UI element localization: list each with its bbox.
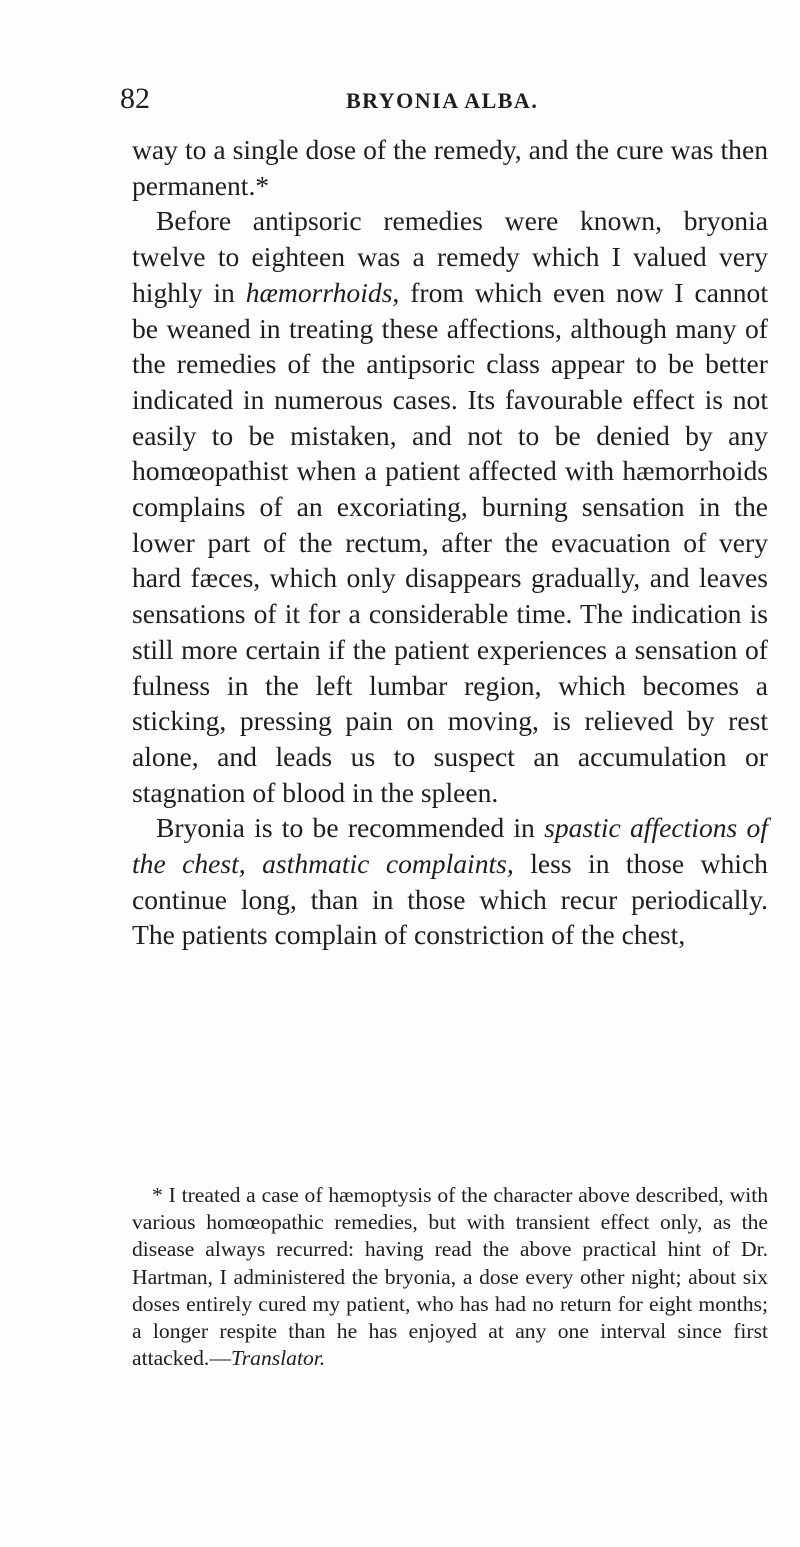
paragraph-3-text-b: less in those which continue long, than in those which recur periodically. The patients complain of constriction of the chest, [132,848,768,951]
paragraph-2-text-b: from which even now I cannot be weaned in treating these affections, although many of the remedies of the antipsoric class appear to be better indicated in numerous cases. Its favourable effect is not easily to be mistaken, and not to be denied by any homœopathist when a patient affected with hæmorrhoids complains of an excoriating, burning sensation in the lower part of the rectum, after the evacuation of very hard fæces, which only disappears gradually, and leaves sensations of it for a considerable time. The indication is still more certain if the patient experiences a sensation of fulness in the left lumbar region, which becomes a sticking, pressing pain on moving, is relieved by rest alone, and leads us to suspect an accumulation or stagnation of blood in the spleen. [132,276,768,808]
page-number: 82 [120,82,150,115]
paragraph-3-text-a: Bryonia is to be recommended in [156,812,545,844]
paragraph-3-emphasis: spastic affections of the chest, asthmatic complaints, [132,812,769,880]
paragraph-1: way to a single dose of the remedy, and the cure was then permanent.* [132,134,768,201]
paragraph-2-emphasis: hæmorrhoids, [245,276,400,308]
footnote-text: * I treated a case of hæmoptysis of the character above described, with various homœopathic remedies, but with transient effect only, as the disease always recurred: having read the above practical hint of Dr. Hartman, I administered the bryonia, a dose every other night; about six doses entirely cured my patient, who has had no return for eight months; a longer respite than he has enjoyed at any one interval since first attacked.— [132,1183,768,1371]
paragraph-3 [132,810,768,953]
running-head: BRYONIA ALBA. [346,88,539,113]
paragraph-2-text-a: Before antipsoric remedies were known, bryonia twelve to eighteen was a remedy which I valued very highly in [132,205,768,308]
body-text [132,132,768,953]
footnote-signature: Translator. [230,1346,326,1371]
footnote-paragraph [132,1182,768,1372]
footnote [132,1182,768,1372]
paragraph-2 [132,203,768,810]
